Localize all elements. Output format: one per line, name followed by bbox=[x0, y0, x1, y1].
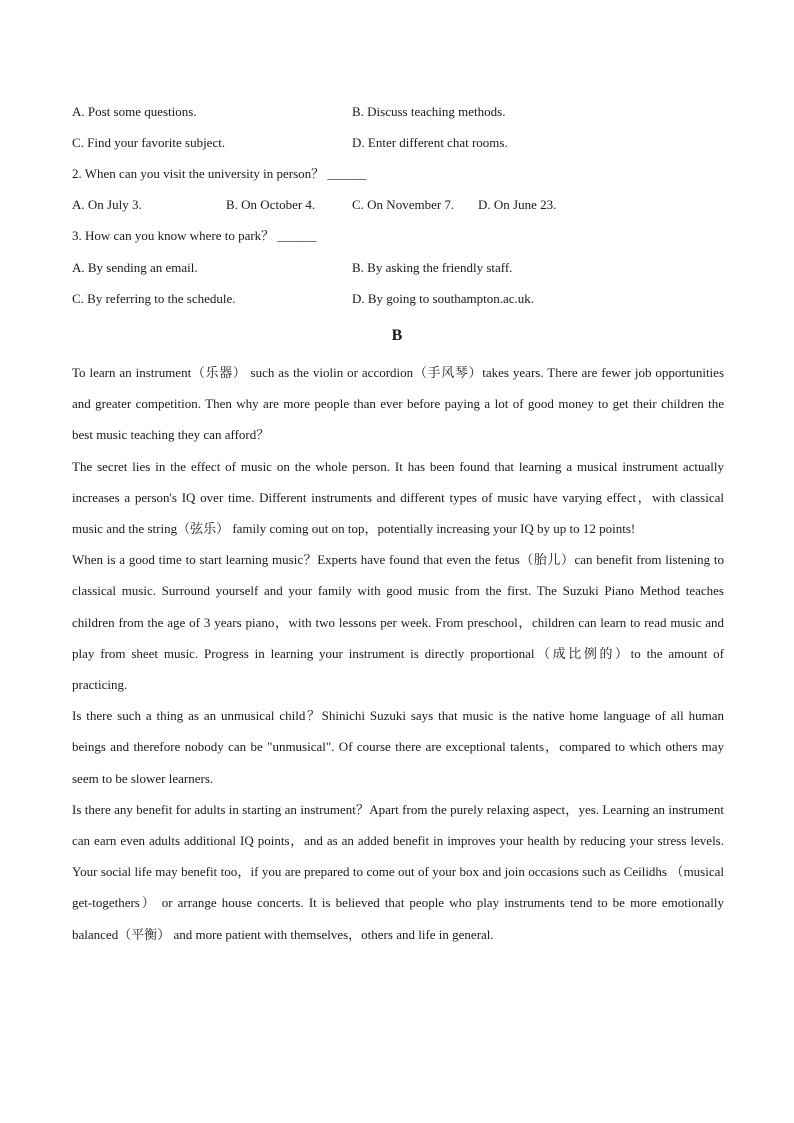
passage-paragraph-3: When is a good time to start learning music？Experts have found that even the fetus（胎儿）can benefit from listening to classical music. Surround yourself and your family with good music from the first. The Suzuki Piano Method teaches children from the age of 3 years piano，with two lessons per week. From preschool，children can learn to read music and play from sheet music. Progress in learning your instrument is directly proportional（成比例的）to the amount of practicing. bbox=[72, 552, 724, 693]
q2-stem: 2. When can you visit the university in person？ ______ bbox=[72, 166, 367, 181]
q2-option-b: B. On October 4. bbox=[226, 197, 316, 212]
q3-option-c: C. By referring to the schedule. bbox=[72, 291, 236, 306]
q2-option-c: C. On November 7. bbox=[352, 197, 455, 212]
q1-option-c: C. Find your favorite subject. bbox=[72, 135, 226, 150]
q1-option-b: B. Discuss teaching methods. bbox=[352, 104, 506, 119]
passage-paragraph-1: To learn an instrument（乐器） such as the violin or accordion（手风琴）takes years. There are fewer job opportunities and greater competition. Then why are more people than ever before paying a lot of good money to get their children the best music teaching they can afford？ bbox=[72, 365, 724, 443]
passage-paragraph-2: The secret lies in the effect of music on the whole person. It has been found that learning a musical instrument actually increases a person's IQ over time. Different instruments and different types of music have varying effect，with classical music and the string（弦乐） family coming out on top，potentially increasing your IQ by up to 12 points! bbox=[72, 458, 724, 537]
section-b-passage bbox=[72, 357, 724, 950]
section-b-heading: B bbox=[391, 327, 403, 344]
q1-option-a: A. Post some questions. bbox=[72, 104, 197, 119]
q3-stem: 3. How can you know where to park？ ______ bbox=[72, 228, 317, 243]
q2-option-a: A. On July 3. bbox=[72, 197, 142, 212]
q3-option-b: B. By asking the friendly staff. bbox=[352, 260, 513, 275]
q1-option-d: D. Enter different chat rooms. bbox=[352, 135, 508, 150]
q2-option-d: D. On June 23. bbox=[478, 197, 557, 212]
q3-option-d: D. By going to southampton.ac.uk. bbox=[352, 291, 534, 306]
passage-paragraph-5: Is there any benefit for adults in starting an instrument？Apart from the purely relaxing aspect，yes. Learning an instrument can earn even adults additional IQ points，and as an added benefit in improves your health by reducing your stress levels. Your social life may benefit too，if you are prepared to come out of your box and join occasions such as Ceilidhs （musical get-togethers） or arrange house concerts. It is believed that people who play instruments tend to be more emotionally balanced（平衡） and more patient with themselves，others and life in general. bbox=[72, 801, 724, 942]
passage-paragraph-4: Is there such a thing as an unmusical child？Shinichi Suzuki says that music is the native home language of all human beings and therefore nobody can be "unmusical". Of course there are exceptional talents，compared to which others may seem to be slower learners. bbox=[72, 708, 724, 786]
q3-option-a: A. By sending an email. bbox=[72, 260, 198, 275]
